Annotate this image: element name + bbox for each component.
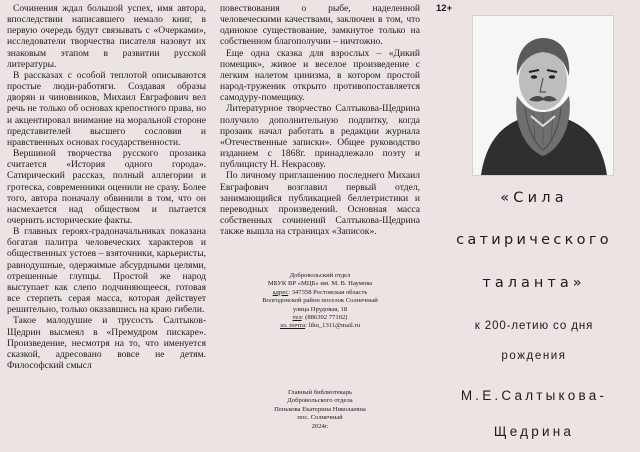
paragraph: В рассказах с особой теплотой описываются простые люди-работяги. Создавая образы дворян и чиновников, Михаил Евграфович вел речь не только об основах крепостного права, но и акцентировал внимание на моральной стороне представителей высшего сословия и нравственных основах государственности. <box>7 69 206 148</box>
credits-line: Добровольского отдела <box>287 397 353 405</box>
address-line: улица Прудовая, 18 <box>292 305 348 313</box>
address-line: Волгодонской район поселок Солнечный <box>262 297 378 305</box>
credits-line: Пенькова Екатерина Николаевна <box>274 405 366 413</box>
address-label: адрес <box>272 288 289 296</box>
text-column-middle <box>214 0 424 452</box>
title-line: «Сила <box>500 190 568 206</box>
portrait-icon <box>473 16 613 175</box>
address <box>232 289 408 297</box>
paragraph: Вершиной творчества русского прозаика считается «История одного города». Сатирический рассказ, полный аллегории и гротеска, современники оценили не сразу. Более того, автора поначалу обвинили в том, что он насмехается над обществом и пытается очернить исторические факты. <box>7 148 206 226</box>
author-name-line: М.Е.Салтыкова- <box>460 388 608 403</box>
contact-block <box>232 272 408 331</box>
email-label: эл. почта <box>279 322 306 330</box>
paragraph: Литературное творчество Салтыкова-Щедрина получило дополнительную подпитку, когда прозаик начал работать в редакции журнала «Отечественные записки». Общее руководство изданием с 1868г. принадлежало поэту и публицисту Н. Некрасову. <box>220 103 420 171</box>
credits-line: Главный библиотекарь <box>287 389 353 396</box>
paragraph: Такое малодушие и трусость Салтыков-Щедрин высмеял в «Премудром пискаре». Произведение, несмотря на то, что именуется сказкой, адресовано вовсе не детям. Философский смысл <box>7 315 206 371</box>
subtitle-line: рождения <box>501 350 567 362</box>
author-name-line: Щедрина <box>493 424 575 439</box>
paragraph: В главных героях-градоначальниках показана богатая палитра человеческих характеров и общественных устоев – взяточники, карьеристы, равнодушные, одержимые абсурдными целями, отрешенные глупцы. Простой же народ выступает как слепо подчиняющееся, готовая все стерпеть серая масса, которая действует решительно, только оказавшись на краю гибели. <box>7 226 206 316</box>
title-line: таланта» <box>482 275 586 291</box>
credits-block <box>232 389 408 431</box>
title-line: сатирического <box>456 232 612 248</box>
credits-line: пос. Солнечный <box>297 414 343 422</box>
address-value: : 347358 Ростовская область <box>288 288 368 296</box>
phone <box>232 314 408 322</box>
email <box>232 322 408 330</box>
phone-value: : (886392 77102) <box>301 314 348 322</box>
credits-line: 2024г. <box>311 422 329 430</box>
subtitle-line: к 200-летию со дня <box>474 320 594 332</box>
portrait-image <box>473 16 613 175</box>
phone-label: тел <box>292 314 302 322</box>
paragraph: Еще одна сказка для взрослых – «Дикий помещик», живое и веселое произведение с легким налетом цинизма, в котором простой народ-труженик открыто противопоставляется самодуру-помещику. <box>220 47 420 104</box>
paragraph: Сочинения ждал большой успех, имя автора, впоследствии написавшего немало книг, в первую очередь будут связывать с «Очерками», исследователи творчества писателя назовут их знаковым этапом в развитии русской литературы. <box>7 3 206 70</box>
org-name: Добровольский отдел <box>289 272 351 279</box>
org-name-full: МБУК ВР «МЦБ» им. М. В. Наумова <box>267 280 373 288</box>
age-rating-badge: 12+ <box>436 3 453 14</box>
email-value: : lihu_1311@mail.ru <box>305 322 361 330</box>
paragraph: По личному приглашению последнего Михаил Евграфович возглавил первый отдел, занимающийся публикацией беллетристики и переводных произведений. Основная масса собственных сочинений Салтыкова-Щедрина также вышла на страницах «Записок». <box>220 170 420 238</box>
text-column-left <box>0 0 210 452</box>
paragraph: повествования о рыбе, наделенной человеческими качествами, заключен в том, что одинокое существование, замкнутое только на собственном благополучии – ничтожно. <box>220 3 420 48</box>
